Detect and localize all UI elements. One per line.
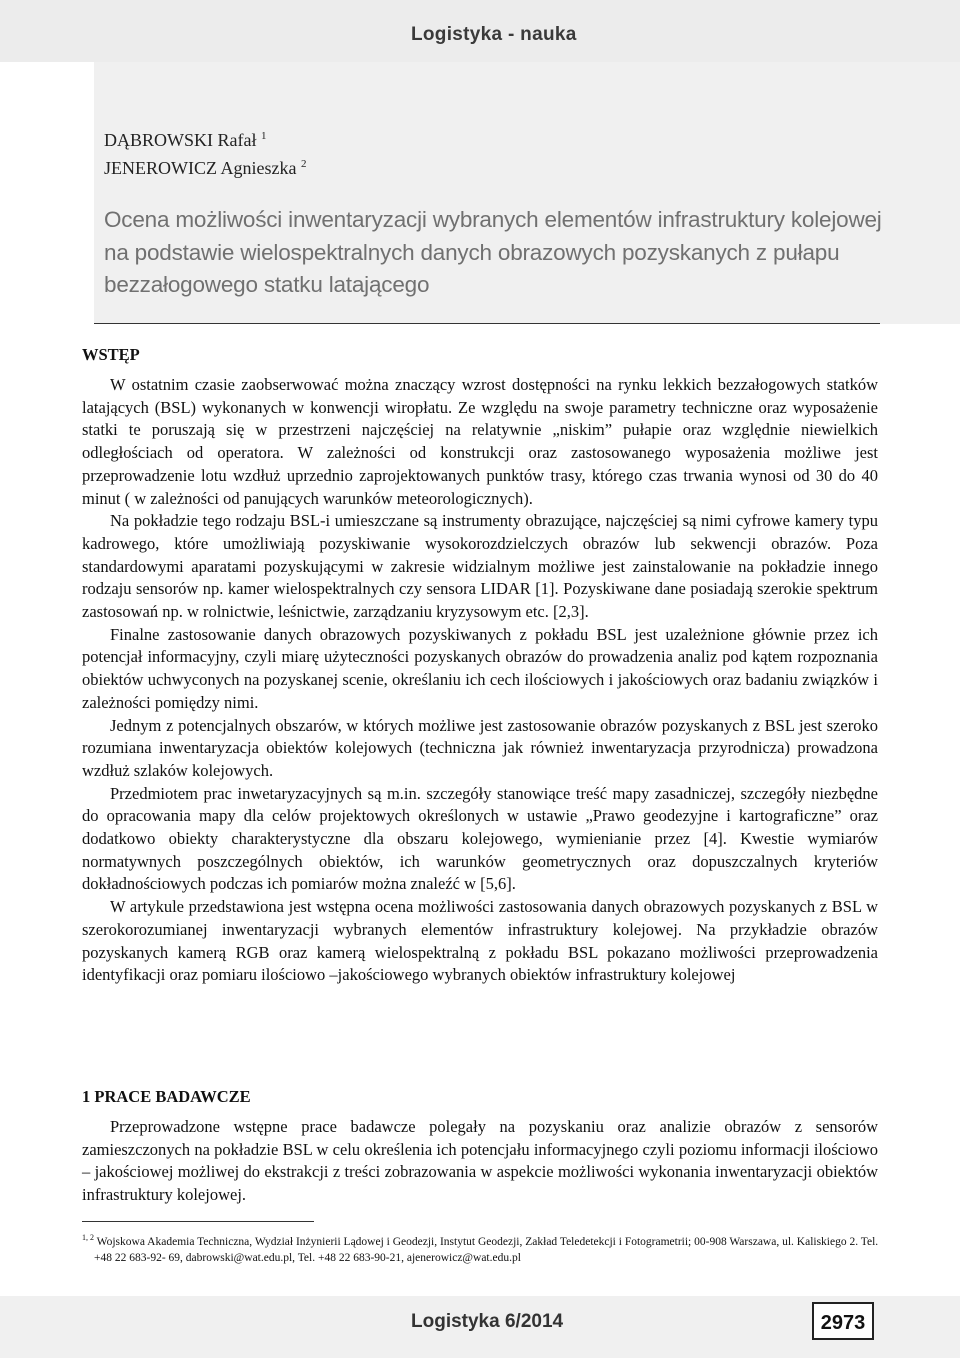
paragraph: Finalne zastosowanie danych obrazowych pozyskiwanych z pokładu BSL jest uzależnione głównie przez ich potencjał informacyjny, czyli miarę użyteczności pozyskanych obrazów do prowadzenia analiz pod kątem rozpoznania obiektów uchwyconych na pozyskanej scenie, określaniu ich cech ilościowych i jakościowych oraz badaniu związków i zależności pomiędzy nimi.	[82, 624, 878, 712]
paragraph: Jednym z potencjalnych obszarów, w których możliwe jest zastosowanie obrazów pozyskanych z BSL jest szeroko rozumiana inwentaryzacja obiektów kolejowych (techniczna jak również inwentaryzacja przyrodnicza) prowadzona wzdłuż szlaków kolejowych.	[82, 715, 878, 780]
footer-journal-issue: Logistyka 6/2014	[411, 1311, 564, 1332]
author-list	[104, 124, 306, 180]
article-title: Ocena możliwości inwentaryzacji wybranych elementów infrastruktury kolejowej na podstawie wielospektralnych danych obrazowych pozyskanych z pułapu bezzałogowego statku latającego	[104, 207, 882, 297]
author: JENEROWICZ Agnieszka $^2$	[104, 158, 307, 178]
page-number: 2973	[812, 1302, 874, 1340]
footnote-marks: 1, 2	[82, 1233, 94, 1242]
journal-section-title: Logistyka - nauka	[411, 24, 577, 45]
author-affiliation-mark: 1	[260, 130, 267, 142]
paragraph: W artykule przedstawiona jest wstępna ocena możliwości zastosowania danych obrazowych pozyskanych z BSL w szerokorozumianej inwentaryzacji wybranych elementów infrastruktury kolejowej. Na przykładzie obrazów pozyskanych kamerą RGB oraz kamerą wielospektralną z pokładu BSL pokazano możliwości przeprowadzenia identyfikacji oraz pomiaru ilościowo –jakościowego wybranych obiektów infrastruktury kolejowej	[82, 897, 878, 985]
section-body-research	[82, 1116, 878, 1207]
author-affiliation-mark: 2	[300, 158, 307, 170]
section-heading-research: 1 PRACE BADAWCZE	[82, 1087, 251, 1106]
author: DĄBROWSKI Rafał $^1$	[104, 130, 267, 150]
paragraph: Przeprowadzone wstępne prace badawcze polegały na pozyskaniu oraz analizie obrazów z sensorów zamieszczonych na pokładzie BSL w celu określenia ich potencjału informacyjnego czyli poziomu informacji ilościowo – jakościowej możliwej do ekstrakcji z treści zobrazowania w aspekcie możliwości wykonania inwentaryzacji obiektów infrastruktury kolejowej.	[82, 1117, 878, 1205]
section-body-intro	[82, 374, 878, 987]
title-divider	[94, 323, 880, 324]
footnote	[82, 1230, 890, 1266]
paragraph: Na pokładzie tego rodzaju BSL-i umieszczane są instrumenty obrazujące, najczęściej są nimi cyfrowe kamery typu kadrowego, które umożliwiają pozyskiwanie wysokorozdzielczych obrazów lub sekwencji obrazów. Poza standardowymi aparatami pozyskującymi w zakresie widzialnym możliwe jest zainstalowanie na pokładzie innego rodzaju sensorów np. kamer wielospektralnych czy sensora LIDAR [1]. Pozyskiwane dane posiadają szerokie spektrum zastosowań np. w rolnictwie, leśnictwie, zarządzaniu kryzysowym etc. [2,3].	[82, 511, 878, 622]
paragraph: Przedmiotem prac inwetaryzacyjnych są m.in. szczegóły stanowiące treść mapy zasadniczej, szczegóły niezbędne do opracowania mapy dla celów projektowych określonych w ustawie „Prawo geodezyjne i kartograficzne” oraz dodatkowo obiekty charakterystyczne dla obszaru kolejowego, wymienianie przez [4]. Kwestie wymiarów normatywnych poszczególnych obiektów, ich warunków geometrycznych oraz dopuszczalnych kryteriów dokładnościowych podczas ich pomiarów można znaleźć w [5,6].	[82, 783, 878, 894]
paragraph: W ostatnim czasie zaobserwować można znaczący wzrost dostępności na rynku lekkich bezzałogowych statków latających (BSL) wykonanych w konwencji wiropłatu. Ze względu na swoje parametry techniczne oraz wyposażenie statki te poruszają się w przestrzeni najczęściej na relatywnie „niskim” pułapie oraz względnie niewielkich odległościach od operatora. W zależności od konstrukcji oraz zastosowanego wyposażenia możliwe jest przeprowadzenie lotu wzdłuż uprzednio zaprojektowanych punktów trasy, którego czas trwania wynosi od 30 do 40 minut ( w zależności od panujących warunków meteorologicznych).	[82, 375, 878, 508]
footnote-divider	[82, 1221, 314, 1222]
section-heading-intro: WSTĘP	[82, 345, 140, 364]
footnote-text: Wojskowa Akademia Techniczna, Wydział Inżynierii Lądowej i Geodezji, Instytut Geodezji, Zakład Teledetekcji i Fotogrametrii; 00-908 Warszawa, ul. Kaliskiego 2. Tel. +48 22 683-92- 69, dabrowski@wat.edu.pl, Tel. +48 22 683-90-21, ajenerowicz@wat.edu.pl	[94, 1235, 879, 1264]
